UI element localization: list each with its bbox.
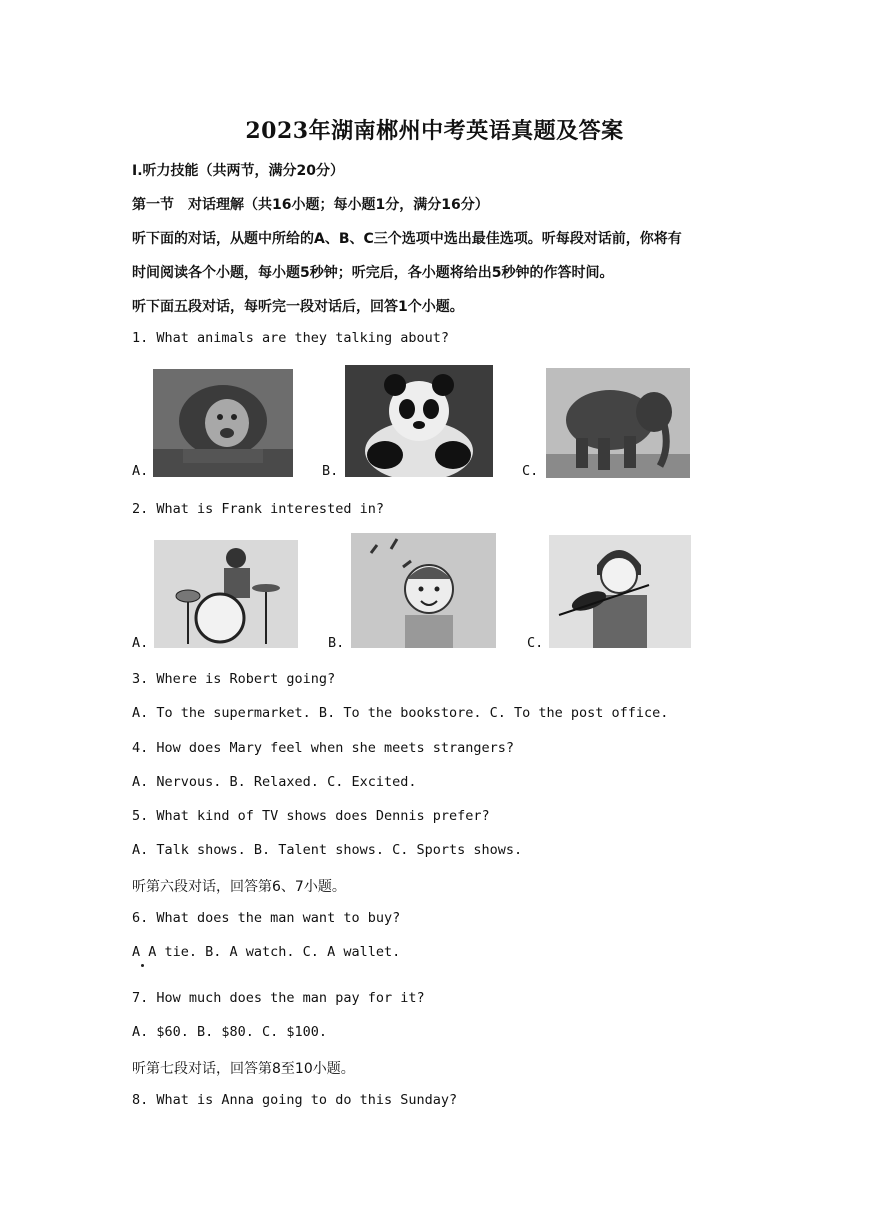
q1-option-c-label: C. bbox=[522, 463, 539, 479]
question-1: 1. What animals are they talking about? bbox=[132, 330, 449, 346]
dialogue-6-instruction: 听第六段对话，回答第6、7小题。 bbox=[132, 879, 346, 895]
question-6: 6. What does the man want to buy? bbox=[132, 910, 401, 926]
instruction-line-2: 时间阅读各个小题，每小题5秒钟；听完后，各小题将给出5秒钟的作答时间。 bbox=[132, 265, 614, 281]
drummer-image bbox=[154, 540, 298, 648]
instruction-line-1: 听下面的对话，从题中所给的A、B、C三个选项中选出最佳选项。听每段对话前，你将有 bbox=[132, 231, 682, 247]
question-4: 4. How does Mary feel when she meets strangers? bbox=[132, 740, 515, 756]
question-5: 5. What kind of TV shows does Dennis prefer? bbox=[132, 808, 490, 824]
q2-option-c-label: C. bbox=[527, 635, 544, 651]
question-3-options: A. To the supermarket. B. To the bookstore. C. To the post office. bbox=[132, 705, 669, 721]
instruction-line-3: 听下面五段对话，每听完一段对话后，回答1个小题。 bbox=[132, 299, 464, 315]
q1-option-a-label: A. bbox=[132, 463, 149, 479]
panda-image bbox=[345, 365, 493, 477]
question-6-options: A A tie. B. A watch. C. A wallet. bbox=[132, 944, 401, 960]
dialogue-7-instruction: 听第七段对话，回答第8至10小题。 bbox=[132, 1061, 355, 1077]
elephant-image bbox=[546, 368, 690, 478]
question-7: 7. How much does the man pay for it? bbox=[132, 990, 425, 1006]
question-2: 2. What is Frank interested in? bbox=[132, 501, 384, 517]
question-3: 3. Where is Robert going? bbox=[132, 671, 336, 687]
question-4-options: A. Nervous. B. Relaxed. C. Excited. bbox=[132, 774, 417, 790]
stray-dot bbox=[141, 964, 144, 967]
question-7-options: A. $60. B. $80. C. $100. bbox=[132, 1024, 328, 1040]
q2-option-a-label: A. bbox=[132, 635, 149, 651]
lion-image bbox=[153, 369, 293, 477]
part-heading: 第一节 对话理解（共16小题；每小题1分，满分16分） bbox=[132, 197, 489, 213]
question-5-options: A. Talk shows. B. Talent shows. C. Sports shows. bbox=[132, 842, 523, 858]
violinist-image bbox=[549, 535, 691, 648]
q1-option-b-label: B. bbox=[322, 463, 339, 479]
document-title: 2023年湖南郴州中考英语真题及答案 bbox=[245, 118, 624, 144]
section-heading: Ⅰ.听力技能（共两节，满分20分） bbox=[132, 163, 345, 179]
question-8: 8. What is Anna going to do this Sunday? bbox=[132, 1092, 458, 1108]
singing-boy-image bbox=[351, 533, 496, 648]
q2-option-b-label: B. bbox=[328, 635, 345, 651]
